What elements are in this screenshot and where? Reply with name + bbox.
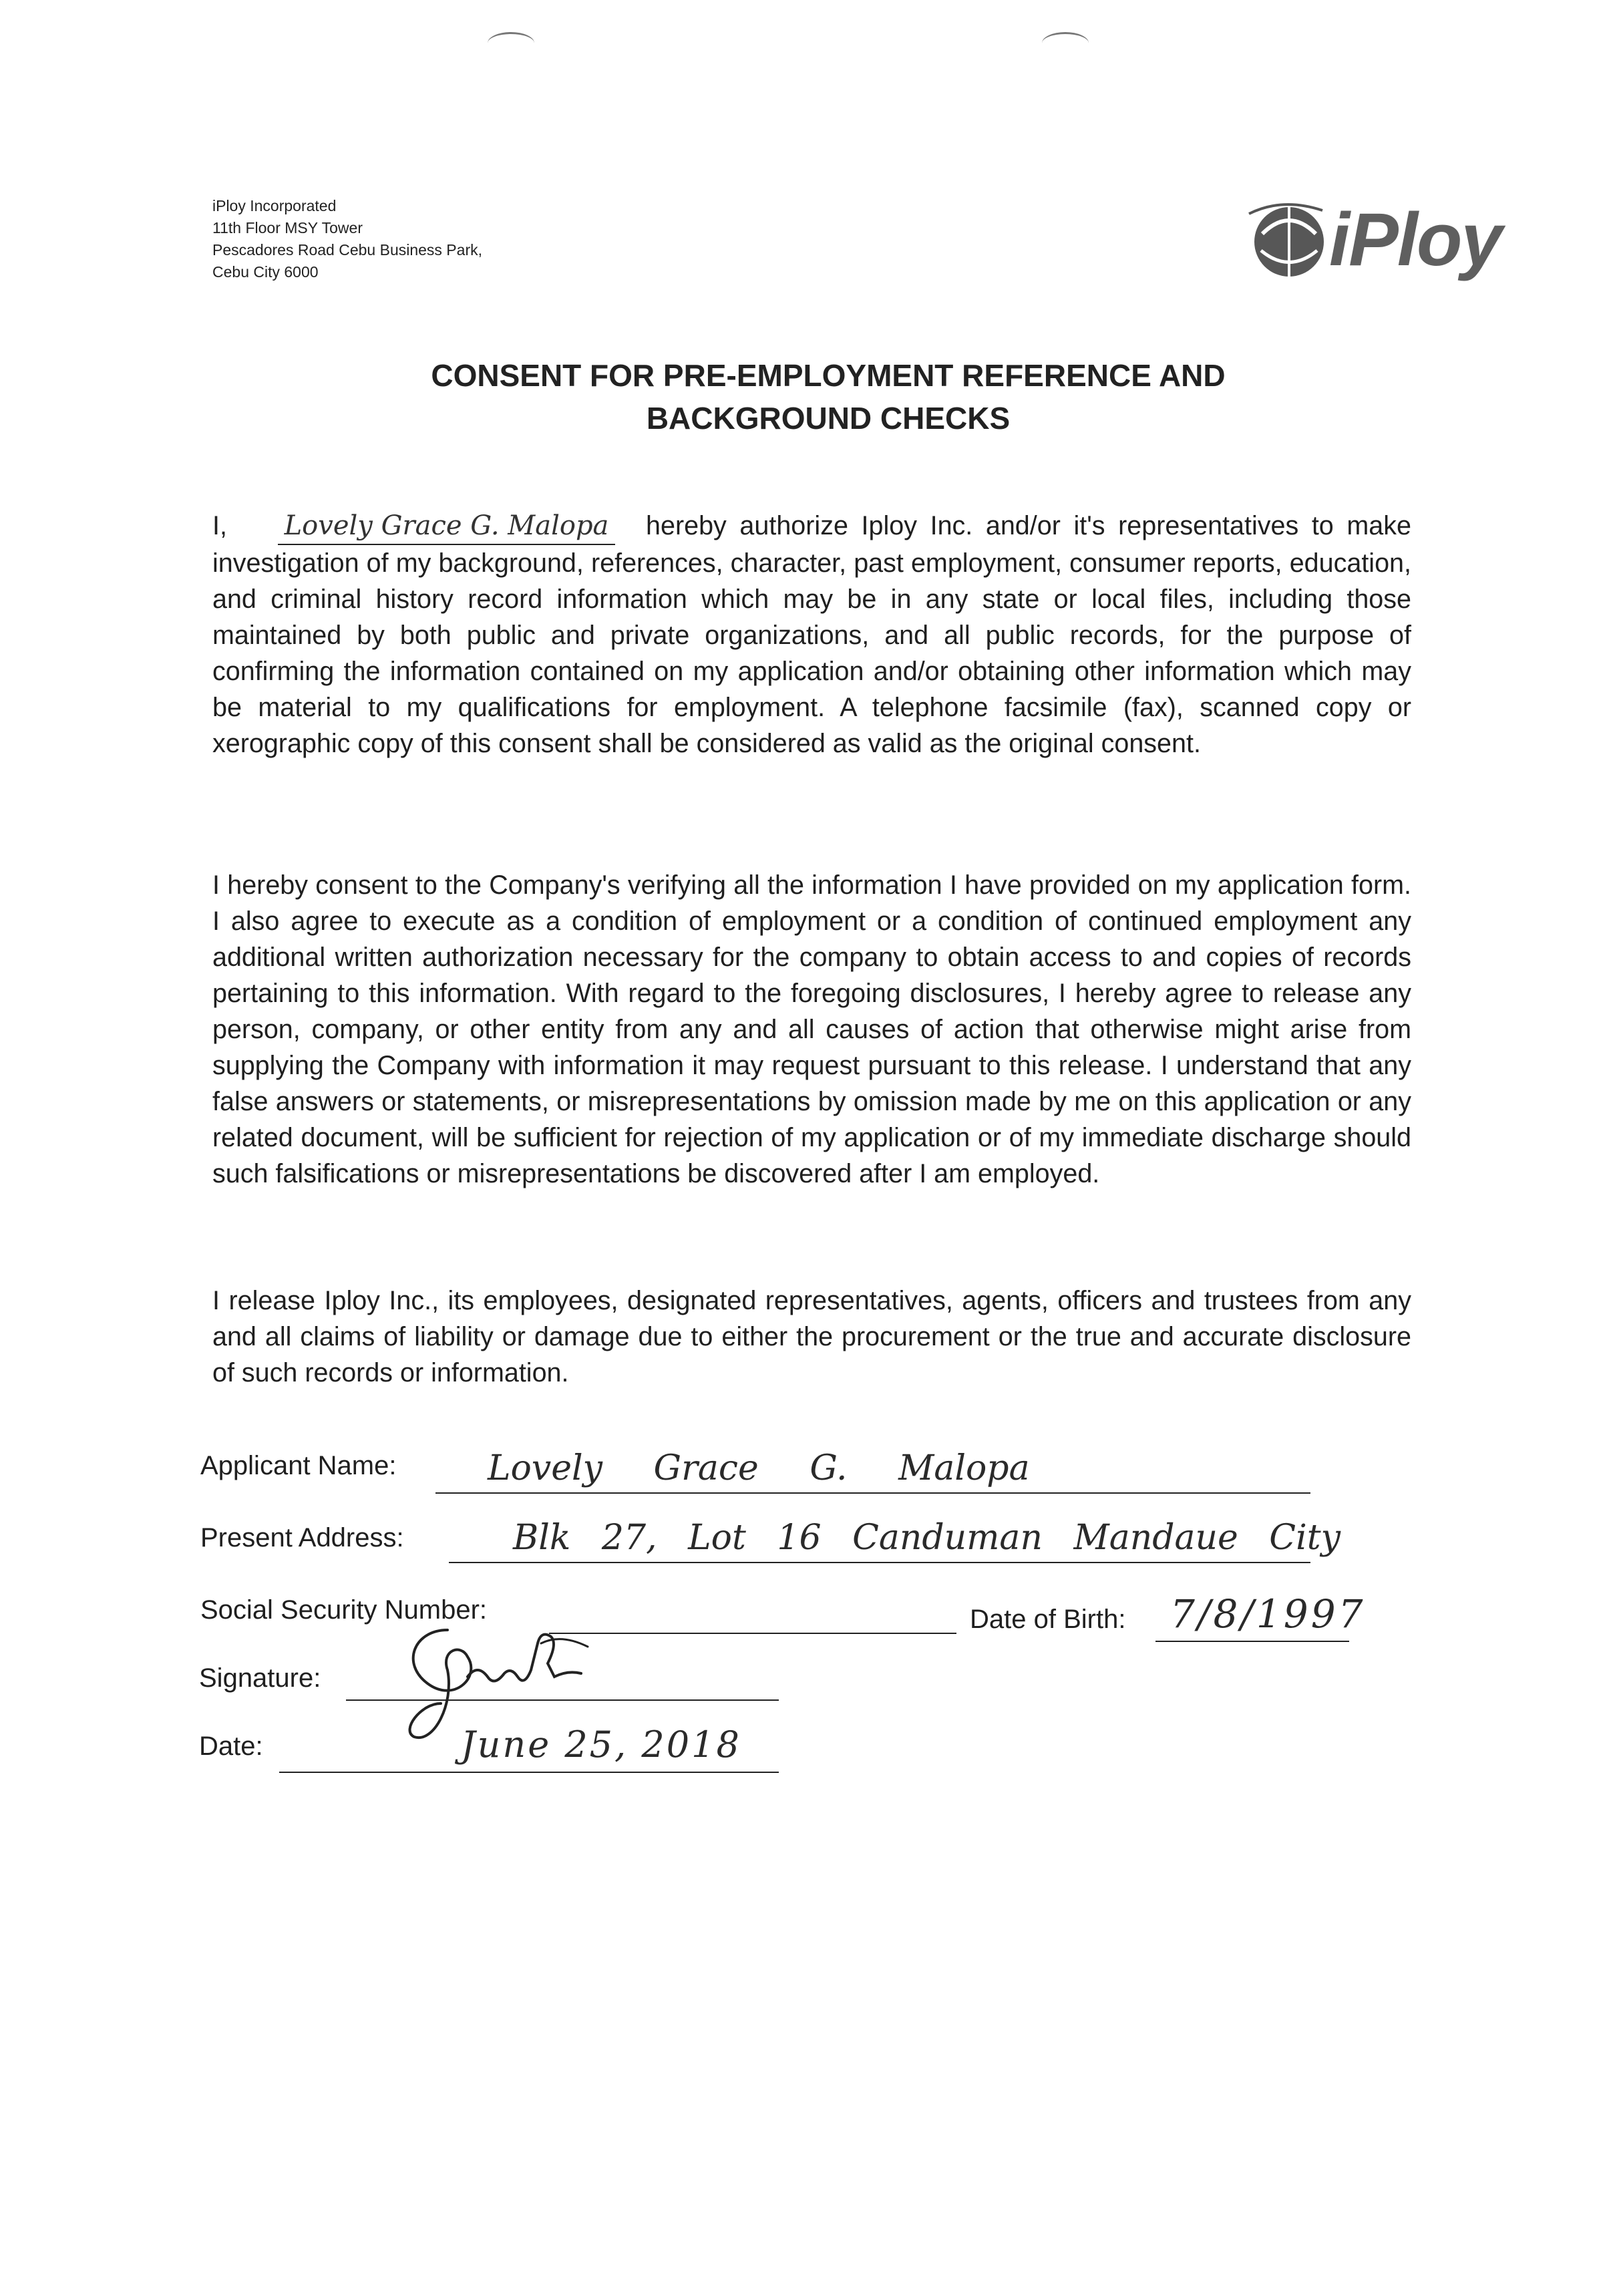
punch-mark-right (1042, 32, 1089, 54)
title-line-1: CONSENT FOR PRE-EMPLOYMENT REFERENCE AND (431, 358, 1226, 393)
applicant-name-value[interactable]: Lovely Grace G. Malopa (488, 1448, 1030, 1488)
address-line: 11th Floor MSY Tower (212, 219, 363, 236)
dob-line (1155, 1641, 1349, 1642)
date-label: Date: (199, 1732, 263, 1761)
date-value[interactable]: June 25, 2018 (461, 1724, 741, 1766)
ssn-label: Social Security Number: (200, 1595, 488, 1625)
logo-text: iPloy (1329, 198, 1501, 281)
date-line (279, 1772, 779, 1773)
dob-value[interactable]: 7/8/1997 (1170, 1591, 1366, 1637)
paragraph-prefix: I, (212, 511, 227, 540)
consent-paragraph-1 (212, 508, 1411, 762)
address-line: Pescadores Road Cebu Business Park, (212, 241, 482, 259)
company-logo (1242, 194, 1501, 294)
globe-icon (1242, 194, 1336, 287)
release-paragraph: I release Iploy Inc., its employees, designated representatives, agents, officers and trustees from any and all claims of liability or damage due to either the procurement or the true and accurate disclosure of such records or information. (212, 1286, 1411, 1387)
paragraph-text: hereby authorize Iploy Inc. and/or it's representatives to make investigation of my background, references, character, past employment, consumer reports, education, and criminal history record information which may be in any state or local files, including those maintained by both public and private organizations, and all public records, for the purpose of confirming the information contained on my application and/or obtaining other information which may be material to my qualifications for employment. A telephone facsimile (fax), scanned copy or xerographic copy of this consent shall be considered as valid as the original consent. (212, 511, 1411, 758)
company-address (212, 195, 482, 283)
page-title (200, 354, 1456, 440)
present-address-label: Present Address: (200, 1523, 404, 1552)
present-address-value[interactable]: Blk 27, Lot 16 Canduman Mandaue City (513, 1518, 1340, 1558)
punch-mark-left (488, 32, 534, 54)
applicant-name-line (435, 1492, 1310, 1494)
address-line: Cebu City 6000 (212, 263, 319, 281)
dob-label: Date of Birth: (970, 1605, 1126, 1634)
signature-label: Signature: (199, 1663, 321, 1693)
present-address-line (449, 1562, 1310, 1563)
applicant-name-label: Applicant Name: (200, 1451, 397, 1480)
consent-paragraph-2: I hereby consent to the Company's verifying all the information I have provided on my application form. I also agree to execute as a condition of employment or a condition of continued employment any additional written authorization necessary for the company to obtain access to and copies of records pertaining to this information. With regard to the foregoing disclosures, I hereby agree to release any person, company, or other entity from any and all causes of action that otherwise might arise from supplying the Company with information it may request pursuant to this release. I understand that any false answers or statements, or misrepresentations by omission made by me on this application or any related document, will be sufficient for rejection of my application or of my immediate discharge should such falsifications or misrepresentations be discovered after I am employed. (212, 870, 1411, 1188)
company-name: iPloy Incorporated (212, 197, 337, 214)
applicant-name-inline: Lovely Grace G. Malopa (278, 508, 616, 545)
title-line-2: BACKGROUND CHECKS (646, 401, 1011, 436)
